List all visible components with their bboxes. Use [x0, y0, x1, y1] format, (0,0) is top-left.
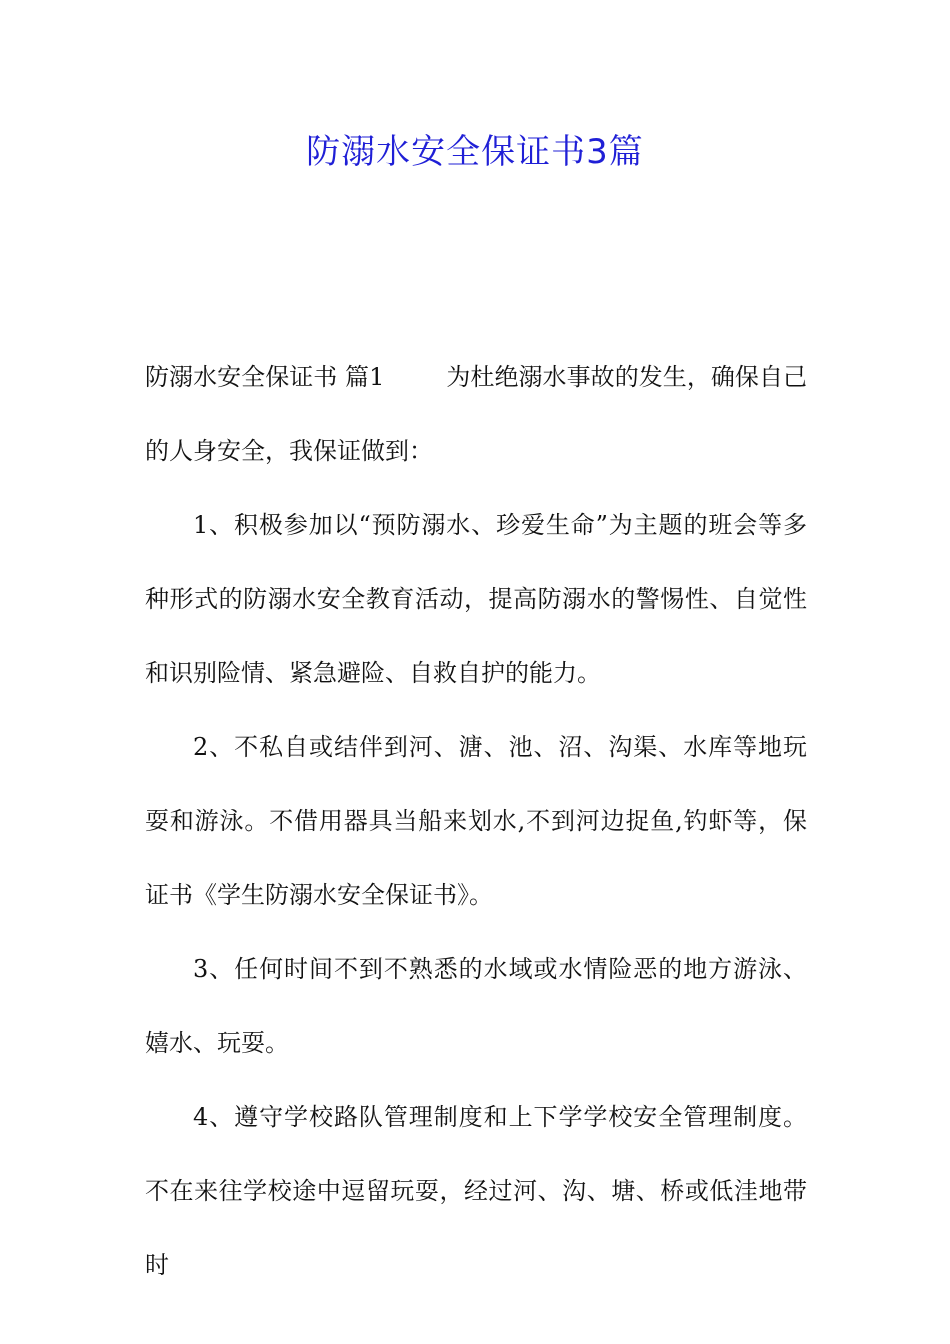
paragraph-item-3: 3、任何时间不到不熟悉的水域或水情险恶的地方游泳、嬉水、玩耍。 [145, 955, 807, 1057]
paragraph-intro [145, 340, 807, 488]
paragraph-item-1: 1、积极参加以“预防溺水、珍爱生命”为主题的班会等多种形式的防溺水安全教育活动，提高防溺水的警惕性、自觉性和识别险情、紧急避险、自救自护的能力。 [145, 511, 807, 687]
paragraph-text: 为杜绝溺水事故的发生，确保自己的人身安全，我保证做到： [145, 363, 807, 465]
paragraph-item-4: 4、遵守学校路队管理制度和上下学学校安全管理制度。不在来往学校途中逗留玩耍，经过河、沟、塘、桥或低洼地带时 [145, 1103, 807, 1279]
document-title: 防溺水安全保证书3篇 [306, 132, 644, 172]
section-heading: 防溺水安全保证书 篇1 [145, 363, 385, 391]
paragraph-item-2: 2、不私自或结伴到河、溏、池、沼、沟渠、水库等地玩耍和游泳。不借用器具当船来划水,不到河边捉鱼,钓虾等，保证书《学生防溺水安全保证书》。 [145, 733, 807, 909]
document-body [145, 340, 807, 1302]
